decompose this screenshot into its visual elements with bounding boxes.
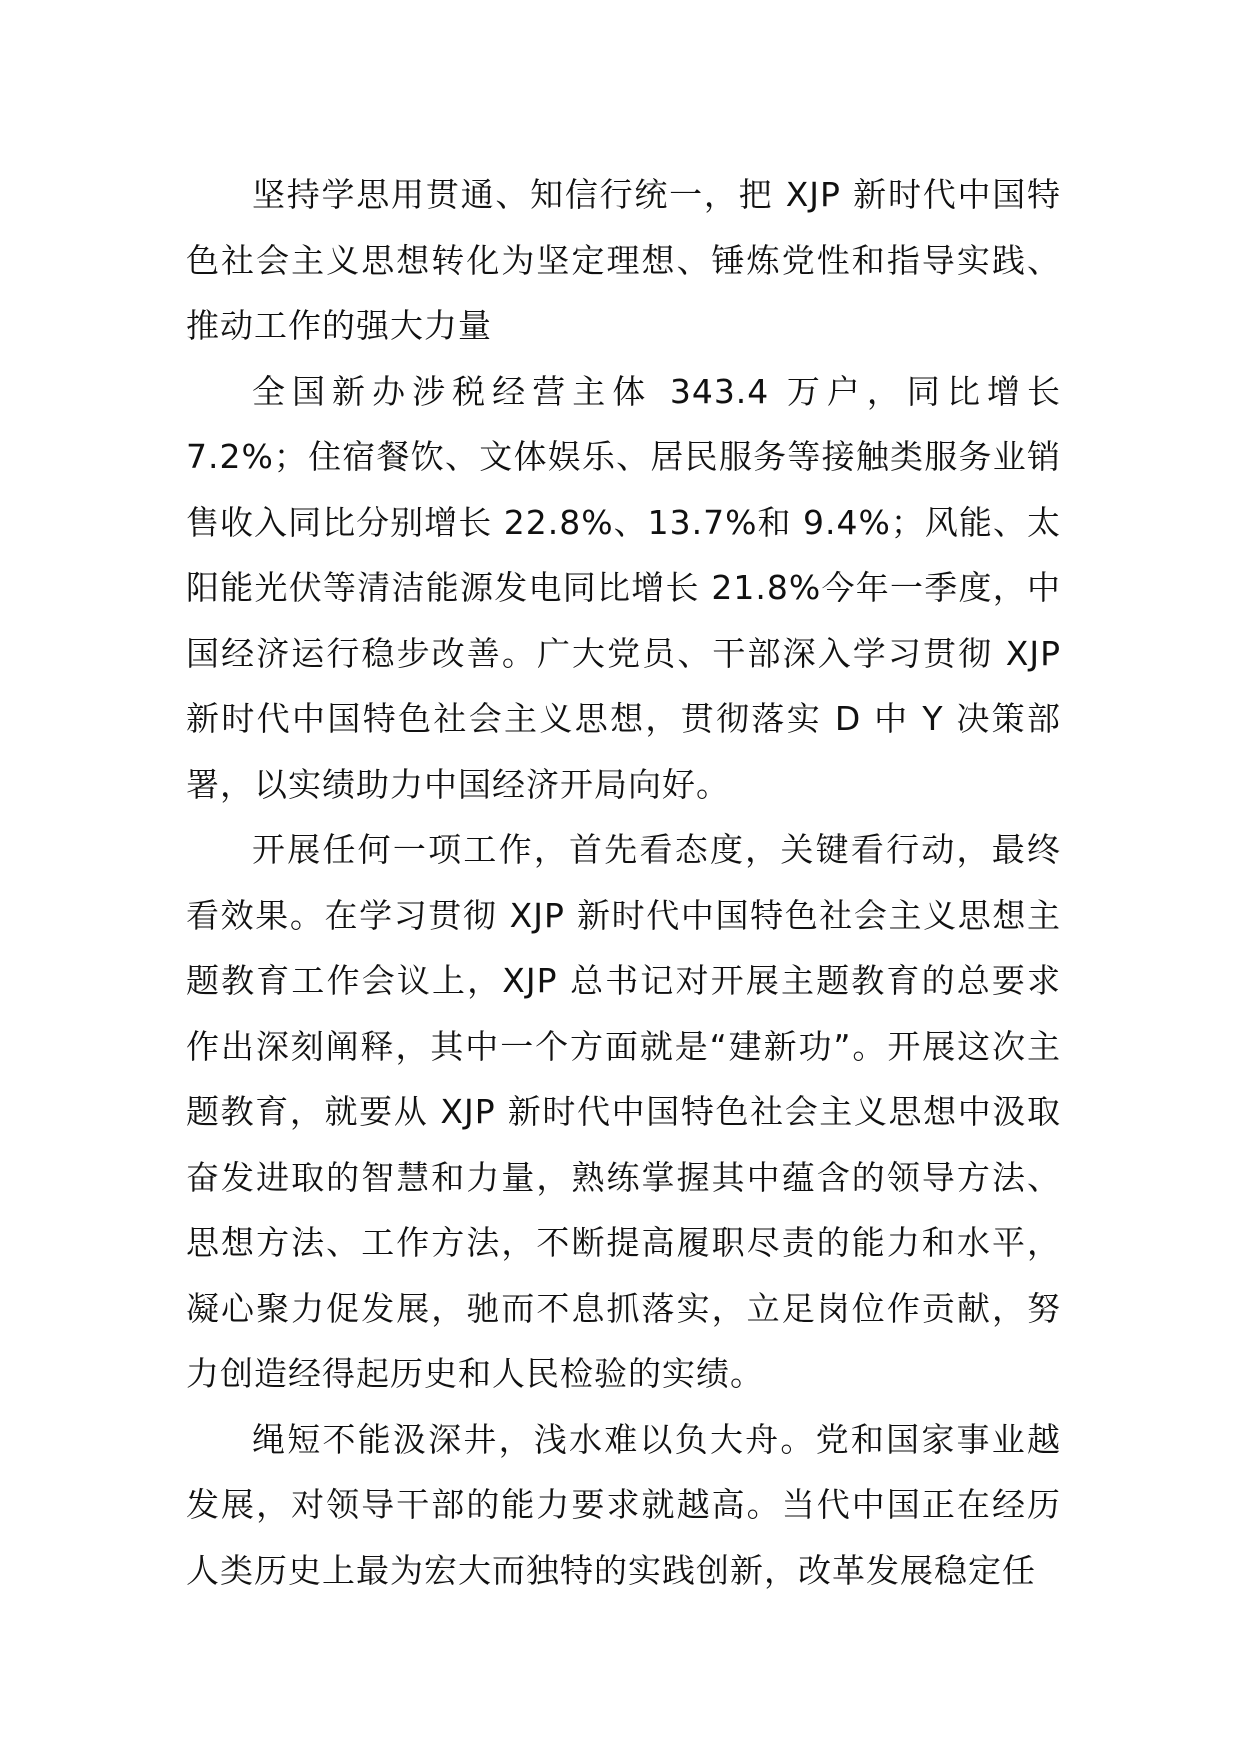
paragraph-1: 坚持学思用贯通、知信行统一，把 XJP 新时代中国特色社会主义思想转化为坚定理想、锤炼党性和指导实践、推动工作的强大力量 (186, 175, 1061, 345)
paragraph-4: 绳短不能汲深井，浅水难以负大舟。党和国家事业越发展，对领导干部的能力要求就越高。当代中国正在经历人类历史上最为宏大而独特的实践创新，改革发展稳定任 (186, 1419, 1061, 1590)
paragraph-2: 全国新办涉税经营主体 343.4 万户，同比增长 7.2%；住宿餐饮、文体娱乐、居民服务等接触类服务业销售收入同比分别增长 22.8%、13.7%和 9.4%；风能、太阳能光伏等清洁能源发电同比增长 21.8%今年一季度，中国经济运行稳步改善。广大党员、干部深入学习贯彻 XJP 新时代中国特色社会主义思想，贯彻落实 D 中 Y 决策部署，以实绩助力中国经济开局向好。 (186, 371, 1061, 804)
document-body (186, 162, 1061, 1603)
paragraph-3: 开展任何一项工作，首先看态度，关键看行动，最终看效果。在学习贯彻 XJP 新时代中国特色社会主义思想主题教育工作会议上，XJP 总书记对开展主题教育的总要求作出深刻阐释，其中一个方面就是“建新功”。开展这次主题教育，就要从 XJP 新时代中国特色社会主义思想中汲取奋发进取的智慧和力量，熟练掌握其中蕴含的领导方法、思想方法、工作方法，不断提高履职尽责的能力和水平，凝心聚力促发展，驰而不息抓落实，立足岗位作贡献，努力创造经得起历史和人民检验的实绩。 (186, 830, 1061, 1393)
